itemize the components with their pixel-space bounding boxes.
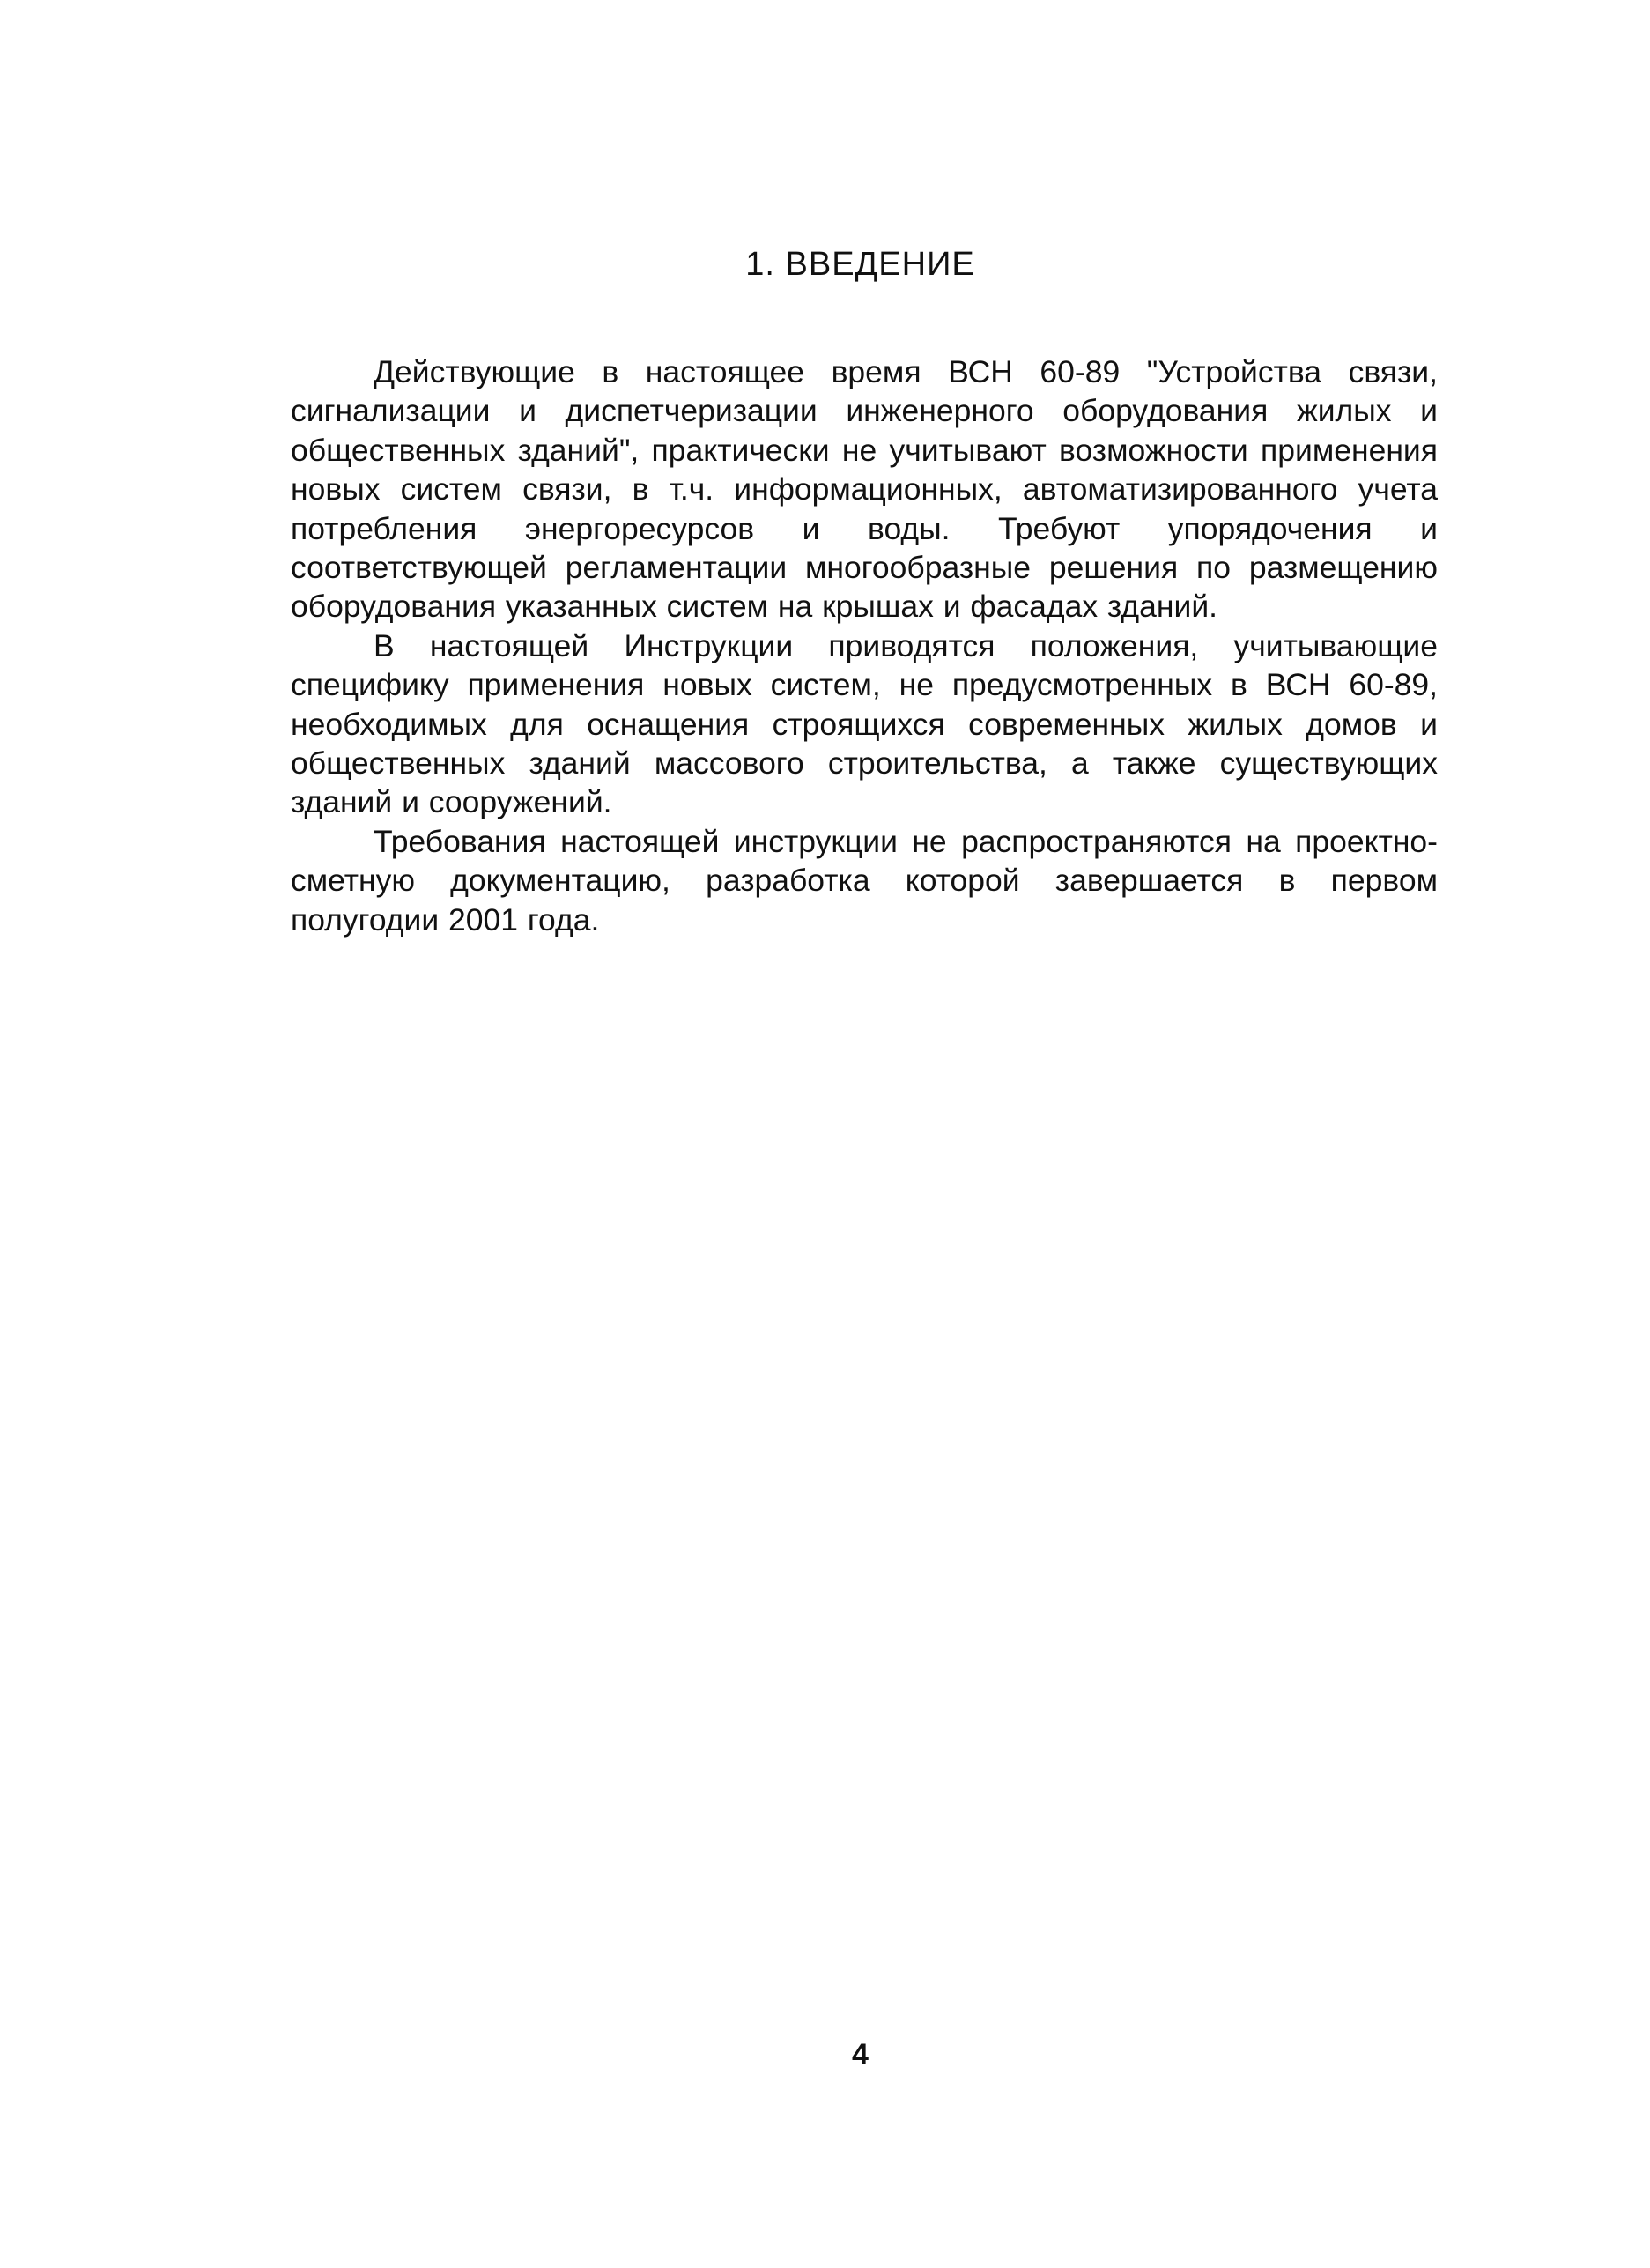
paragraph-3: Требования настоящей инструкции не распространяются на проектно-сметную документацию, разработка которой завершается в первом полугодии 2001 года. [291, 823, 1438, 938]
paragraph-2: В настоящей Инструкции приводятся положения, учитывающие специфику применения новых систем, не предусмотренных в ВСН 60-89, необходимых для оснащения строящихся современных жилых домов и общественных зданий массового строительства, а также существующих зданий и сооружений. [291, 627, 1438, 820]
page-number: 4 [852, 2038, 869, 2072]
paragraph-1: Действующие в настоящее время ВСН 60-89 "Устройства связи, сигнализации и диспетчеризации инженерного оборудования жилых и общественных зданий", практически не учитывают возможности применения новых систем связи, в т.ч. информационных, автоматизированного учета потребления энергоресурсов и воды. Требуют упорядочения и соответствующей регламентации многообразные решения по размещению оборудования указанных систем на крышах и фасадах зданий. [291, 354, 1438, 625]
section-heading: 1. ВВЕДЕНИЕ [745, 246, 975, 283]
body-text [291, 352, 1438, 939]
